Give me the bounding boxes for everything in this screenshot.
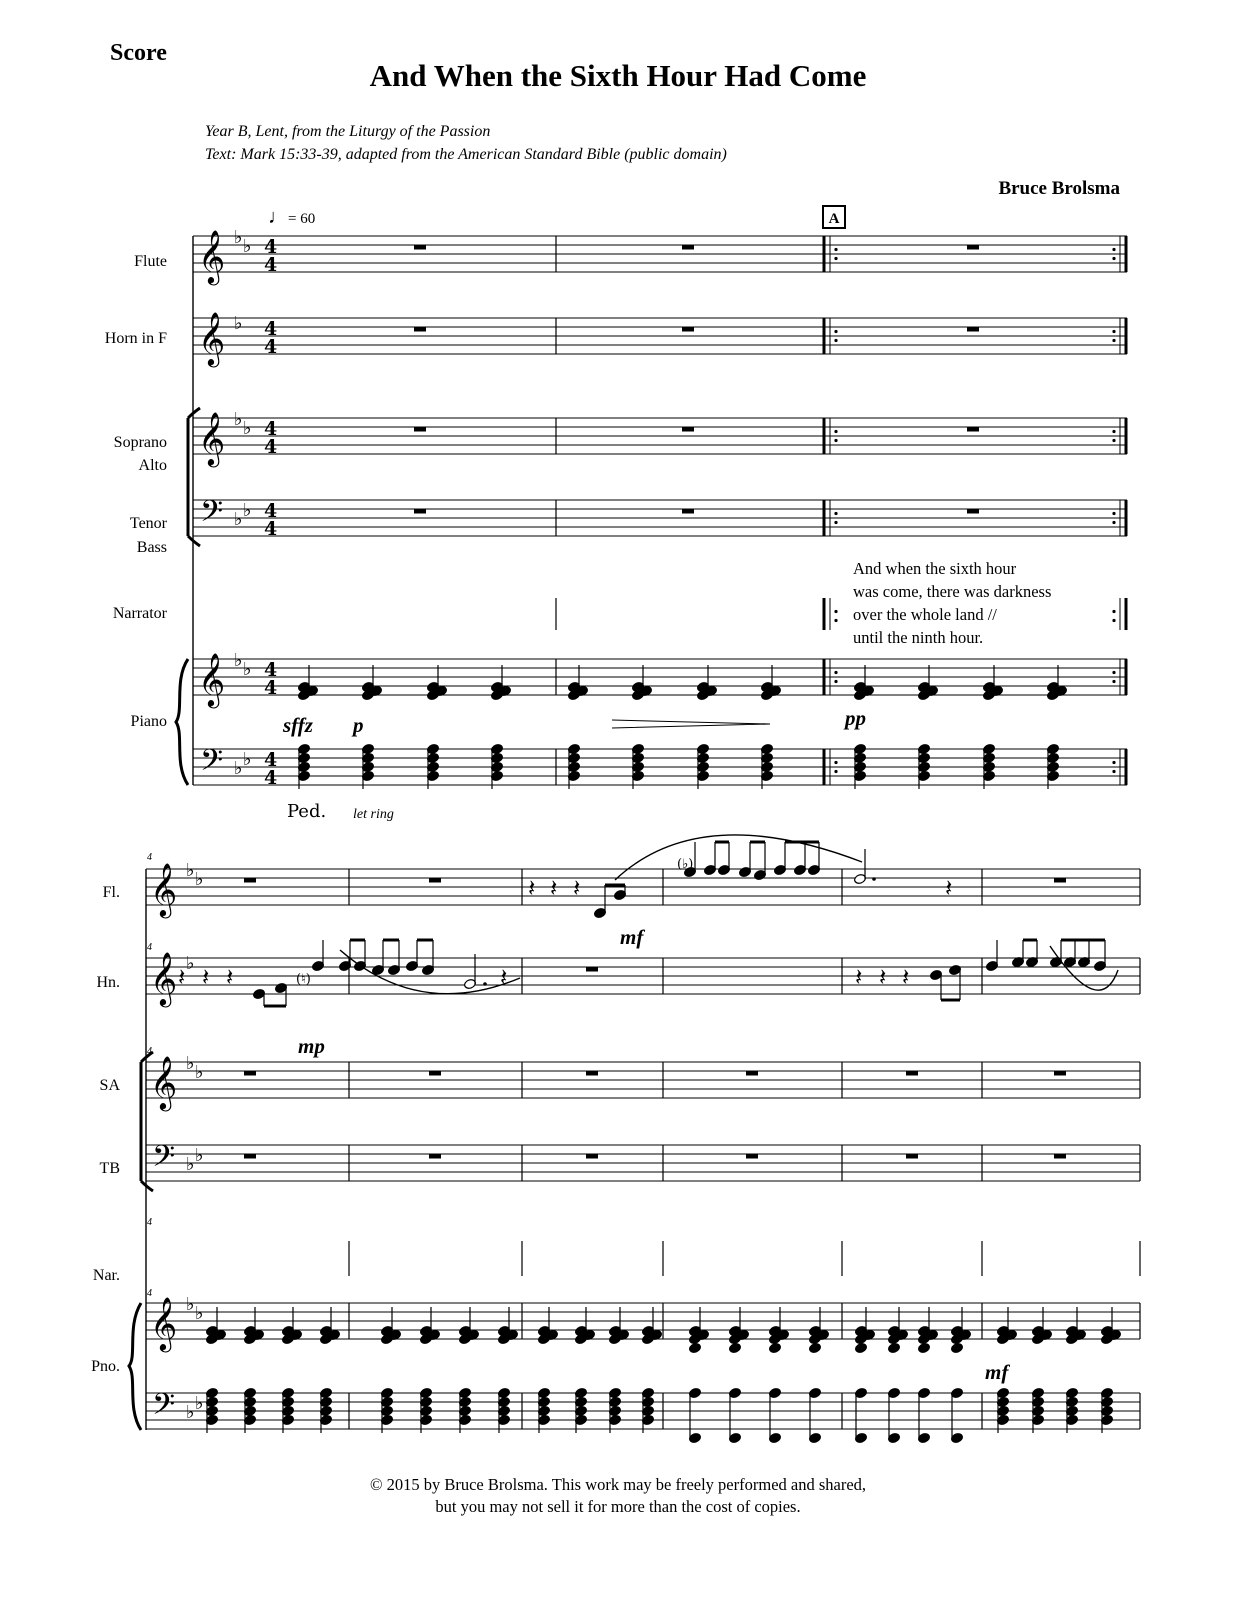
quarter-note-icon: ♩	[268, 206, 288, 228]
quarter-rest: 𝄽	[902, 963, 910, 991]
whole-rest	[429, 1154, 441, 1159]
bass-clef-icon: 𝄢	[152, 1388, 176, 1429]
treble-clef-icon: 𝄞	[198, 311, 226, 365]
repeat-dot	[1112, 430, 1115, 433]
measure-number: 4	[147, 1288, 152, 1299]
treble-clef-icon: 𝄞	[150, 1055, 178, 1109]
time-signature-number: 4	[264, 254, 278, 276]
chord-note	[688, 1342, 701, 1353]
repeat-dot	[834, 610, 837, 613]
flat-icon: ♭	[243, 418, 252, 439]
whole-rest	[682, 427, 694, 432]
repeat-dot	[834, 248, 837, 251]
bass-clef-icon: 𝄢	[200, 495, 224, 536]
chord-note	[854, 1342, 867, 1353]
flat-icon: ♭	[243, 236, 252, 257]
whole-rest	[906, 1071, 918, 1076]
flat-icon: ♭	[234, 509, 243, 530]
time-signature-number: 4	[264, 677, 278, 699]
instrument-name-flute: Flute	[134, 253, 167, 270]
instrument-name-flute-short: Fl.	[102, 884, 120, 901]
chord-note	[808, 1342, 821, 1353]
time-signature-number: 4	[264, 500, 278, 522]
instrument-name-tenor: Tenor	[129, 515, 167, 532]
subtitle-text-source: Text: Mark 15:33-39, adapted from the American Standard Bible (public domain)	[205, 146, 727, 163]
flat-icon: ♭	[195, 869, 204, 890]
time-signature-number: 4	[264, 336, 278, 358]
instrument-name-alto: Alto	[138, 457, 167, 474]
dynamic-p: p	[353, 713, 364, 737]
bass-clef-icon: 𝄢	[152, 1140, 176, 1181]
flat-icon: ♭	[234, 650, 243, 671]
treble-clef-icon: 𝄞	[150, 951, 178, 1005]
flat-icon: ♭	[234, 313, 243, 334]
flat-icon: ♭	[243, 659, 252, 680]
flat-icon: ♭	[186, 1402, 195, 1423]
flat-icon: ♭	[186, 1294, 195, 1315]
repeat-dot	[1112, 512, 1115, 515]
whole-rest	[1054, 878, 1066, 883]
dynamic-flute-mf: mf	[620, 925, 644, 949]
subtitle-liturgy: Year B, Lent, from the Liturgy of the Passion	[205, 123, 491, 140]
measure-number: 4	[147, 1046, 152, 1057]
dot	[872, 877, 876, 881]
treble-clef-icon: 𝄞	[198, 411, 226, 465]
repeat-dot	[834, 680, 837, 683]
repeat-dot	[1112, 439, 1115, 442]
instrument-name-sa: SA	[99, 1077, 120, 1094]
chord-note	[768, 1342, 781, 1353]
time-signature-number: 4	[264, 518, 278, 540]
quarter-rest: 𝄽	[528, 874, 536, 902]
dynamic-sffz: sffz	[283, 713, 313, 737]
time-signature-number: 4	[264, 659, 278, 681]
instrument-name-bass: Bass	[136, 539, 167, 556]
whole-rest	[244, 878, 256, 883]
repeat-dot	[834, 521, 837, 524]
repeat-dot	[1112, 680, 1115, 683]
repeat-dot	[1112, 761, 1115, 764]
instrument-name-piano-short: Pno.	[91, 1358, 120, 1375]
piano-brace	[176, 659, 188, 785]
time-signature-number: 4	[264, 236, 278, 258]
bass-clef-icon: 𝄢	[200, 744, 224, 785]
instrument-name-horn-short: Hn.	[96, 974, 120, 991]
flat-icon: ♭	[234, 227, 243, 248]
time-signature-number: 4	[264, 318, 278, 340]
chord-note	[917, 1342, 930, 1353]
whole-rest	[967, 427, 979, 432]
instrument-name-piano: Piano	[130, 713, 167, 730]
repeat-dot	[1112, 257, 1115, 260]
whole-rest	[244, 1071, 256, 1076]
tempo-marking: ♩= 60	[268, 206, 316, 228]
time-signature-number: 4	[264, 767, 278, 789]
flat-icon: ♭	[195, 1062, 204, 1083]
whole-rest	[414, 245, 426, 250]
treble-clef-icon: 𝄞	[150, 1296, 178, 1350]
repeat-dot	[834, 512, 837, 515]
repeat-dot	[1112, 619, 1115, 622]
whole-rest	[1054, 1154, 1066, 1159]
flat-icon: ♭	[195, 1145, 204, 1166]
instrument-name-tb: TB	[99, 1160, 120, 1177]
dynamic-pp: pp	[845, 706, 866, 730]
repeat-dot	[834, 671, 837, 674]
repeat-dot	[1112, 339, 1115, 342]
whole-rest	[682, 509, 694, 514]
dot	[483, 982, 487, 986]
instrument-name-soprano: Soprano	[113, 434, 167, 451]
time-signature-number: 4	[264, 749, 278, 771]
quarter-rest: 𝄽	[178, 963, 186, 991]
whole-rest	[682, 327, 694, 332]
chord-note	[950, 1342, 963, 1353]
chord-note	[728, 1342, 741, 1353]
whole-rest	[1054, 1071, 1066, 1076]
repeat-dot	[834, 257, 837, 260]
flat-icon: ♭	[186, 953, 195, 974]
quarter-rest: 𝄽	[550, 874, 558, 902]
flat-icon: ♭	[186, 1154, 195, 1175]
slur	[615, 835, 862, 880]
pedal-mark: Ped.	[287, 801, 327, 822]
quarter-rest: 𝄽	[226, 963, 234, 991]
quarter-rest: 𝄽	[855, 963, 863, 991]
whole-rest	[586, 967, 598, 972]
time-signature-number: 4	[264, 418, 278, 440]
repeat-dot	[834, 330, 837, 333]
quarter-rest: 𝄽	[500, 963, 508, 991]
measure-number: 4	[147, 942, 152, 953]
treble-clef-icon: 𝄞	[198, 652, 226, 706]
repeat-dot	[834, 770, 837, 773]
flat-icon: ♭	[243, 500, 252, 521]
whole-rest	[414, 427, 426, 432]
repeat-dot	[1112, 770, 1115, 773]
quarter-rest: 𝄽	[879, 963, 887, 991]
treble-clef-icon: 𝄞	[150, 862, 178, 916]
slur	[1050, 946, 1118, 990]
narrator-line: And when the sixth hour	[853, 559, 1017, 578]
flat-icon: ♭	[243, 749, 252, 770]
quarter-rest: 𝄽	[573, 874, 581, 902]
flat-icon: ♭	[186, 860, 195, 881]
rehearsal-mark: A	[822, 205, 846, 229]
let-ring-text: let ring	[353, 807, 394, 822]
repeat-dot	[834, 761, 837, 764]
copyright-line: but you may not sell it for more than the cost of copies.	[435, 1497, 801, 1516]
whole-rest	[967, 245, 979, 250]
narrator-line: over the whole land //	[853, 605, 997, 624]
whole-rest	[244, 1154, 256, 1159]
instrument-name-narrator: Narrator	[112, 605, 167, 622]
chord-note	[887, 1342, 900, 1353]
flat-icon: ♭	[186, 1053, 195, 1074]
flat-icon: ♭	[195, 1393, 204, 1414]
quarter-rest: 𝄽	[945, 874, 953, 902]
measure-number: 4	[147, 852, 152, 863]
score-label: Score	[110, 40, 167, 66]
repeat-dot	[834, 439, 837, 442]
flat-accidental-icon: (♭)	[677, 857, 694, 872]
page-title: And When the Sixth Hour Had Come	[369, 58, 867, 93]
instrument-name-narrator-short: Nar.	[92, 1267, 120, 1284]
instrument-name-horn: Horn in F	[104, 330, 167, 347]
flat-icon: ♭	[195, 1303, 204, 1324]
repeat-dot	[1112, 248, 1115, 251]
whole-rest	[906, 1154, 918, 1159]
repeat-dot	[834, 619, 837, 622]
whole-rest	[586, 1154, 598, 1159]
whole-rest	[967, 509, 979, 514]
copyright-line: © 2015 by Bruce Brolsma. This work may be freely performed and shared,	[369, 1475, 867, 1494]
whole-rest	[429, 1071, 441, 1076]
flat-icon: ♭	[234, 758, 243, 779]
repeat-dot	[834, 339, 837, 342]
whole-rest	[746, 1154, 758, 1159]
measure-number: 4	[147, 1217, 152, 1228]
narrator-line: until the ninth hour.	[853, 628, 984, 647]
dynamic-piano-mf: mf	[985, 1360, 1009, 1384]
time-signature-number: 4	[264, 436, 278, 458]
quarter-rest: 𝄽	[202, 963, 210, 991]
whole-rest	[429, 878, 441, 883]
piano-brace	[129, 1303, 141, 1430]
repeat-dot	[1112, 521, 1115, 524]
treble-clef-icon: 𝄞	[198, 229, 226, 283]
composer-name: Bruce Brolsma	[998, 178, 1120, 199]
decrescendo-hairpin	[612, 720, 770, 728]
flat-icon: ♭	[234, 409, 243, 430]
narrator-line: was come, there was darkness	[853, 582, 1052, 601]
dynamic-horn-mp: mp	[298, 1034, 325, 1058]
natural-accidental-icon: (♮)	[296, 972, 311, 987]
whole-rest	[682, 245, 694, 250]
repeat-dot	[1112, 671, 1115, 674]
whole-rest	[414, 509, 426, 514]
whole-rest	[967, 327, 979, 332]
repeat-dot	[1112, 330, 1115, 333]
repeat-dot	[834, 430, 837, 433]
repeat-dot	[1112, 610, 1115, 613]
whole-rest	[746, 1071, 758, 1076]
whole-rest	[586, 1071, 598, 1076]
whole-rest	[414, 327, 426, 332]
